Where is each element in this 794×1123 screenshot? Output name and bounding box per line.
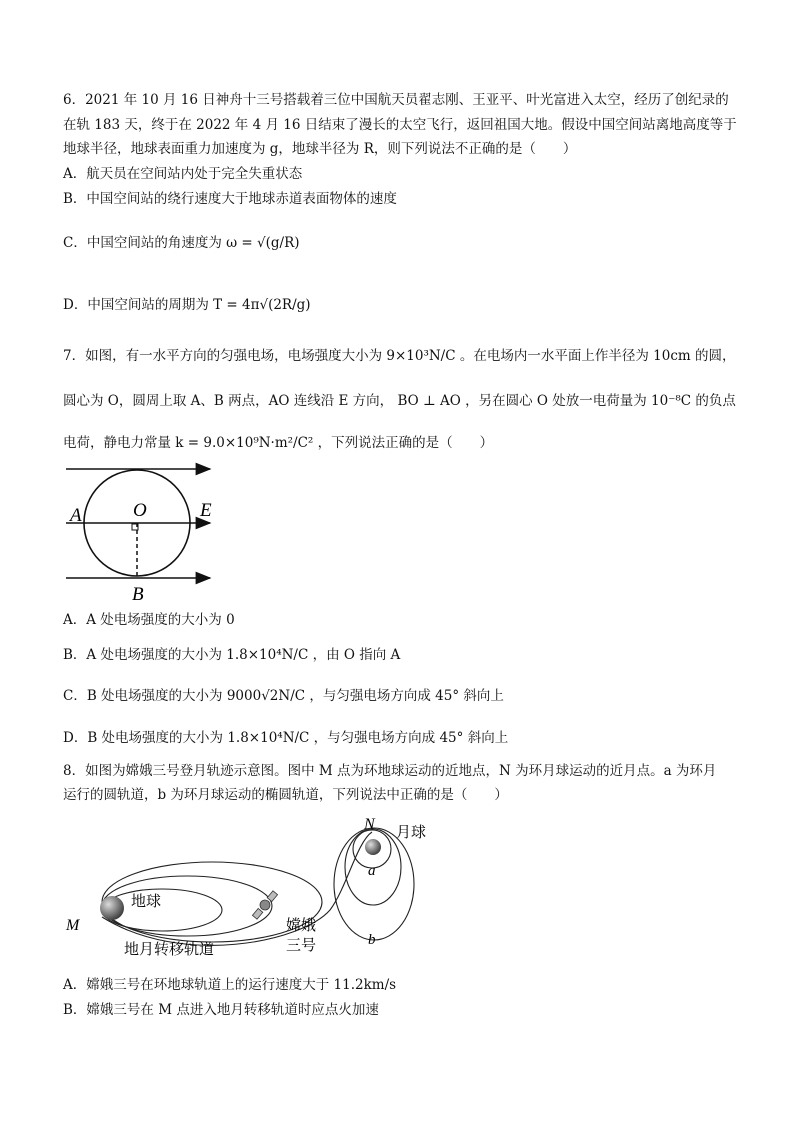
- q8-option-a: A．嫦娥三号在环地球轨道上的运行速度大于 11.2km/s: [63, 977, 397, 993]
- q6-stem-line-2: 在轨 183 天，终于在 2022 年 4 月 16 日结束了漫长的太空飞行，返回祖国大地。假设中国空间站离地高度等于: [63, 117, 737, 133]
- q8-trajectory-figure: [62, 812, 442, 972]
- q7-option-b: B．A 处电场强度的大小为 1.8×10⁴N/C ，由 O 指向 A: [63, 647, 401, 663]
- q8-stem-line-1: 8．如图为嫦娥三号登月轨迹示意图。图中 M 点为环地球运动的近地点，N 为环月球运动的近月点。a 为环月: [63, 763, 717, 779]
- q7-stem-line-2: 圆心为 O，圆周上取 A、B 两点，AO 连线沿 E 方向， BO ⊥ AO ，另在圆心 O 处放一电荷量为 10⁻⁸C 的负点: [63, 393, 736, 409]
- label-orbit-b: b: [368, 932, 376, 948]
- label-moon: 月球: [396, 825, 427, 841]
- label-earth: 地球: [131, 894, 162, 910]
- label-n: N: [364, 816, 375, 833]
- q8-option-b: B．嫦娥三号在 M 点进入地月转移轨道时应点火加速: [63, 1002, 379, 1018]
- q6-option-d: D．中国空间站的周期为 T = 4π√(2R/g): [63, 297, 311, 313]
- q6-option-c: C．中国空间站的角速度为 ω = √(g/R): [63, 235, 300, 251]
- q7-stem-line-3: 电荷，静电力常量 k = 9.0×10⁹N·m²/C² ，下列说法正确的是（ ）: [63, 435, 494, 451]
- q7-stem-line-1: 7．如图，有一水平方向的匀强电场，电场强度大小为 9×10³N/C 。在电场内一水平面上作半径为 10cm 的圆，: [63, 348, 736, 364]
- transfer-orbit: [102, 832, 372, 945]
- moon-icon: [365, 839, 381, 855]
- earth-orbit-2: [102, 876, 272, 936]
- q6-option-a: A．航天员在空间站内处于完全失重状态: [63, 166, 303, 182]
- q6-stem-line-3: 地球半径，地球表面重力加速度为 g，地球半径为 R，则下列说法不正确的是（ ）: [63, 141, 577, 157]
- q7-option-a: A．A 处电场强度的大小为 0: [63, 612, 235, 628]
- label-o: O: [133, 500, 147, 521]
- q7-option-d: D．B 处电场强度的大小为 1.8×10⁴N/C ，与匀强电场方向成 45° 斜向上: [63, 730, 509, 746]
- label-a: A: [70, 505, 82, 526]
- label-m: M: [66, 917, 80, 934]
- label-transfer-orbit: 地月转移轨道: [124, 942, 215, 958]
- q6-option-b: B．中国空间站的绕行速度大于地球赤道表面物体的速度: [63, 191, 397, 207]
- q7-electric-field-figure: [60, 458, 230, 608]
- label-b: B: [132, 584, 144, 605]
- label-orbit-a: a: [368, 863, 376, 879]
- label-e: E: [200, 500, 212, 521]
- q8-stem-line-2: 运行的圆轨道，b 为环月球运动的椭圆轨道，下列说法中正确的是（ ）: [63, 787, 508, 803]
- q6-stem-line-1: 6．2021 年 10 月 16 日神舟十三号搭载着三位中国航天员翟志刚、王亚平、叶光富进入太空，经历了创纪录的: [63, 92, 729, 108]
- label-change3-line1: 嫦娥: [286, 918, 317, 934]
- q7-option-c: C．B 处电场强度的大小为 9000√2N/C ，与匀强电场方向成 45° 斜向上: [63, 688, 504, 704]
- label-change3-line2: 三号: [286, 938, 317, 954]
- earth-icon: [100, 896, 124, 920]
